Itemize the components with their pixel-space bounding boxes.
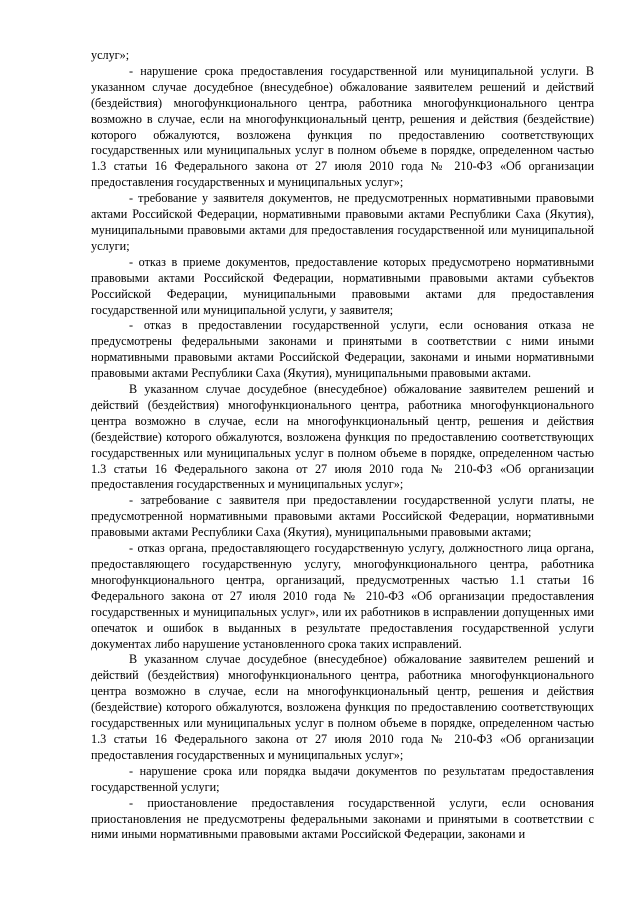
- paragraph-refusal-to-correct: - отказ органа, предоставляющего государственную услугу, должностного лица органа, предоставляющего государственную услугу, многофункционального центра, работника многофункционального центра, организаций, предусмотренных частью 1.1 статьи 16 Федерального закона от 27 июля 2010 года № 210-ФЗ «Об организации предоставления государственных и муниципальных услуг», или их работников в исправлении допущенных ими опечаток и ошибок в выданных в результате предоставления государственной услуги документах либо нарушение установленного срока таких исправлений.: [91, 541, 594, 651]
- paragraph-deadline-violation: - нарушение срока предоставления государственной или муниципальной услуги. В указанном случае досудебное (внесудебное) обжалование заявителем решений и действий (бездействия) многофункционального центра, работника многофункционального центра возможно в случае, если на многофункциональный центр, решения и действия (бездействие) которого обжалуются, возложена функция по предоставлению соответствующих государственных или муниципальных услуг в полном объеме в порядке, определенном частью 1.3 статьи 16 Федерального закона от 27 июля 2010 года № 210-ФЗ «Об организации предоставления государственных и муниципальных услуг»;: [91, 63, 594, 190]
- paragraph-issuance-violation: - нарушение срока или порядка выдачи документов по результатам предоставления государственной услуги;: [91, 763, 594, 794]
- paragraph-refusal-to-accept: - отказ в приеме документов, предоставление которых предусмотрено нормативными правовыми актами Российской Федерации, нормативными правовыми актами субъектов Российской Федерации, муниципальными правовыми актами для предоставления государственной или муниципальной услуги, у заявителя;: [91, 254, 594, 317]
- paragraph-suspension: - приостановление предоставления государственной услуги, если основания приостановления не предусмотрены федеральными законами и принятыми в соответствии с ними иными нормативными правовыми актами Российской Федерации, законами и: [91, 795, 594, 842]
- paragraph-appeal-case-2: В указанном случае досудебное (внесудебное) обжалование заявителем решений и действий (бездействия) многофункционального центра, работника многофункционального центра возможно в случае, если на многофункциональный центр, решения и действия (бездействие) которого обжалуются, возложена функция по предоставлению соответствующих государственных или муниципальных услуг в полном объеме в порядке, определенном частью 1.3 статьи 16 Федерального закона от 27 июля 2010 года № 210-ФЗ «Об организации предоставления государственных и муниципальных услуг»;: [91, 652, 594, 762]
- paragraph-fee-demand: - затребование с заявителя при предоставлении государственной услуги платы, не предусмотренной нормативными правовыми актами Российской Федерации, нормативными правовыми актами Республики Саха (Якутия), муниципальными правовыми актами;: [91, 493, 594, 540]
- paragraph-continuation: услуг»;: [91, 48, 130, 62]
- paragraph-appeal-case: В указанном случае досудебное (внесудебное) обжалование заявителем решений и действий (бездействия) многофункционального центра, работника многофункционального центра возможно в случае, если на многофункциональный центр, решения и действия (бездействие) которого обжалуются, возложена функция по предоставлению соответствующих государственных или муниципальных услуг в полном объеме в порядке, определенном частью 1.3 статьи 16 Федерального закона от 27 июля 2010 года № 210-ФЗ «Об организации предоставления государственных и муниципальных услуг»;: [91, 382, 594, 492]
- paragraph-document-requirement: - требование у заявителя документов, не предусмотренных нормативными правовыми актами Российской Федерации, нормативными правовыми актами Республики Саха (Якутия), муниципальными правовыми актами для предоставления государственной или муниципальной услуги;: [91, 191, 594, 253]
- paragraph-refusal-to-provide: - отказ в предоставлении государственной услуги, если основания отказа не предусмотрены федеральными законами и принятыми в соответствии с ними иными нормативными правовыми актами Российской Федерации, законами и иными нормативными правовыми актами Республики Саха (Якутия), муниципальными правовыми актами.: [91, 318, 594, 381]
